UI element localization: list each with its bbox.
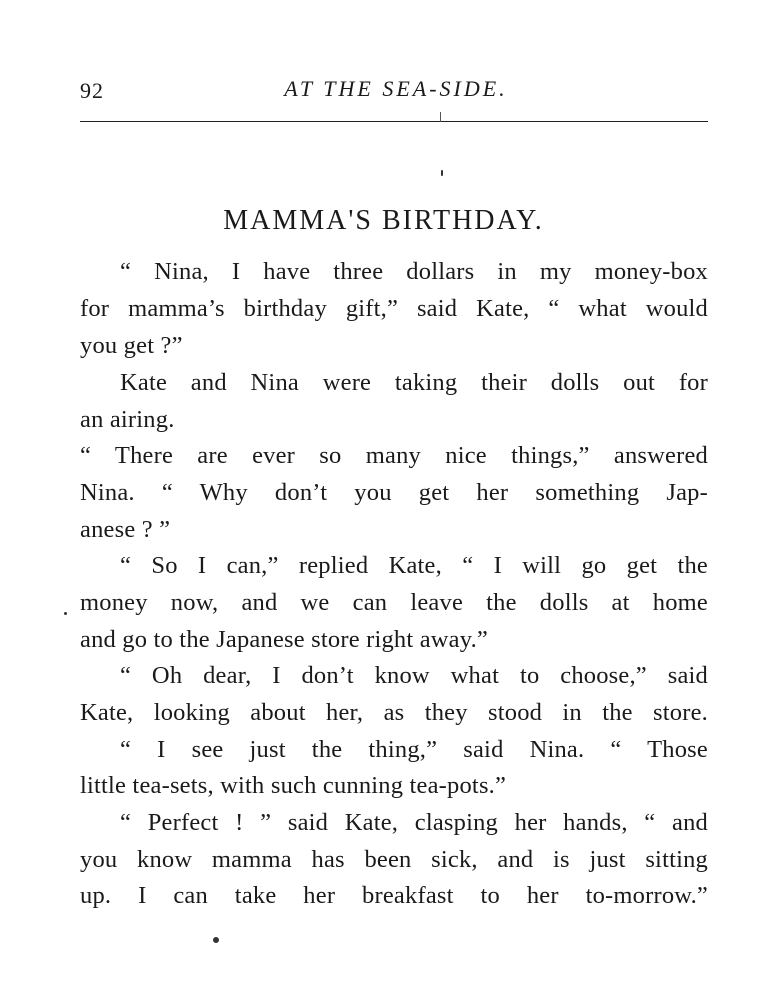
running-head <box>0 74 767 106</box>
text-line: little tea-sets, with such cunning tea-pots.” <box>80 772 507 799</box>
text-line: “ There are ever so many nice things,” answered <box>80 442 708 469</box>
text-line: an airing. <box>80 406 175 433</box>
text-line: and go to the Japanese store right away.” <box>80 626 488 653</box>
text-line: for mamma’s birthday gift,” said Kate, “ what would <box>80 295 708 322</box>
text-line: “ Perfect ! ” said Kate, clasping her hands, “ and <box>120 809 708 836</box>
header-rule <box>80 121 708 122</box>
paper-speck <box>64 612 67 615</box>
paper-speck <box>441 170 443 176</box>
text-line: up. I can take her breakfast to her to-morrow.” <box>80 882 708 909</box>
text-line: you get ?” <box>80 332 183 359</box>
text-line: you know mamma has been sick, and is just sitting <box>80 846 708 873</box>
paper-speck <box>213 937 219 943</box>
text-line: “ Nina, I have three dollars in my money-box <box>120 258 708 285</box>
page-number: 92 <box>80 78 104 103</box>
chapter-title: MAMMA'S BIRTHDAY. <box>223 205 544 236</box>
text-line: money now, and we can leave the dolls at home <box>80 589 708 616</box>
text-line: “ I see just the thing,” said Nina. “ Those <box>120 736 708 763</box>
text-line: Nina. “ Why don’t you get her something Jap- <box>80 479 708 506</box>
rule-mark <box>440 112 441 122</box>
text-line: Kate, looking about her, as they stood in the store. <box>80 699 708 726</box>
text-line: Kate and Nina were taking their dolls out for <box>120 369 708 396</box>
text-line: “ So I can,” replied Kate, “ I will go get the <box>120 552 708 579</box>
text-line: “ Oh dear, I don’t know what to choose,” said <box>120 662 708 689</box>
running-title: AT THE SEA-SIDE. <box>284 76 508 101</box>
text-line: anese ? ” <box>80 516 171 543</box>
